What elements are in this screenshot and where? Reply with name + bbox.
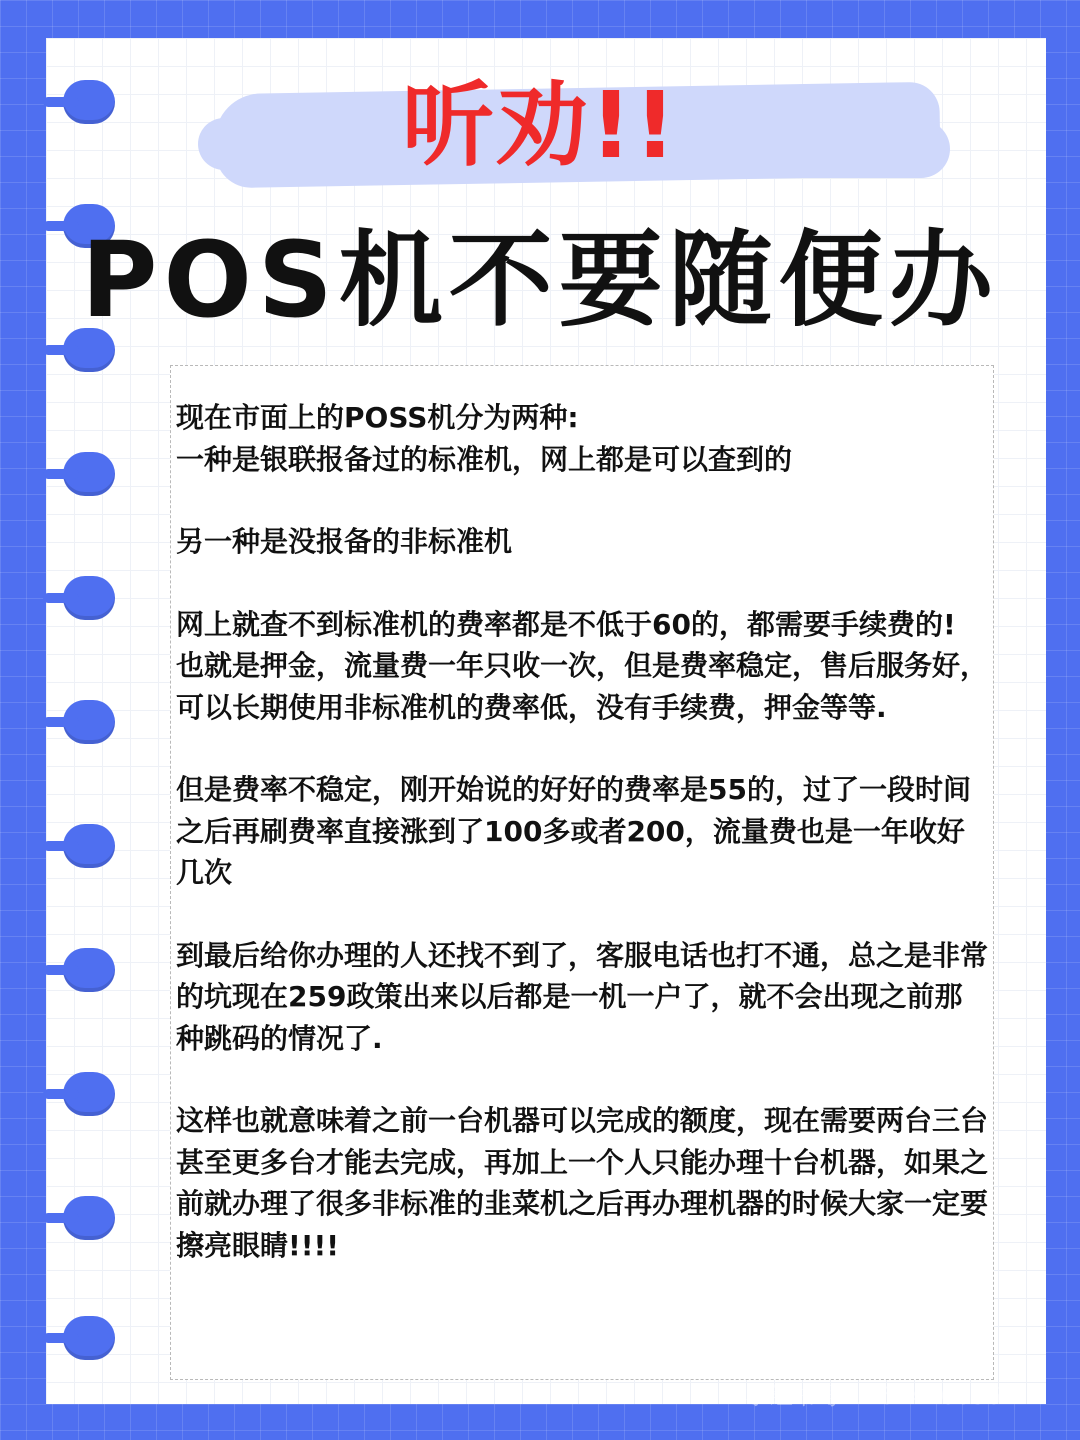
paragraph: 到最后给你办理的人还找不到了，客服电话也打不通，总之是非常的坑现在259政策出来以后都是一机一户了，就不会出现之前那种跳码的情况了. (176, 938, 989, 1055)
paragraph: 现在市面上的POSS机分为两种: 一种是银联报备过的标准机，网上都是可以查到的 (176, 401, 793, 476)
binder-ring (63, 700, 115, 744)
paragraph: 网上就查不到标准机的费率都是不低于60的，都需要手续费的! 也就是押金，流量费一年只收一次，但是费率稳定，售后服务好，可以长期使用非标准机的费率低，没有手续费，押金等等. (176, 607, 989, 724)
watermark: 小红书号 1161416636 (745, 1382, 1002, 1410)
paragraph: 但是费率不稳定，刚开始说的好好的费率是55的，过了一段时间之后再刷费率直接涨到了100多或者200，流量费也是一年收好几次 (176, 773, 971, 889)
binder-ring (63, 1316, 115, 1360)
binder-ring (63, 576, 115, 620)
paragraph: 另一种是没报备的非标准机 (176, 525, 513, 558)
binder-ring (63, 452, 115, 496)
page-title: POS机不要随便办 (81, 219, 999, 341)
binder-ring (63, 1072, 115, 1116)
article-body (176, 397, 988, 1266)
binder-ring (63, 824, 115, 868)
binder-ring (63, 1196, 115, 1240)
binder-ring (63, 948, 115, 992)
kicker-title: 听劝!! (402, 72, 678, 179)
paragraph: 这样也就意味着之前一台机器可以完成的额度，现在需要两台三台甚至更多台才能去完成，再加上一个人只能办理十台机器，如果之前就办理了很多非标准的韭菜机之后再办理机器的时候大家一定要擦亮眼睛!!!! (176, 1104, 989, 1262)
